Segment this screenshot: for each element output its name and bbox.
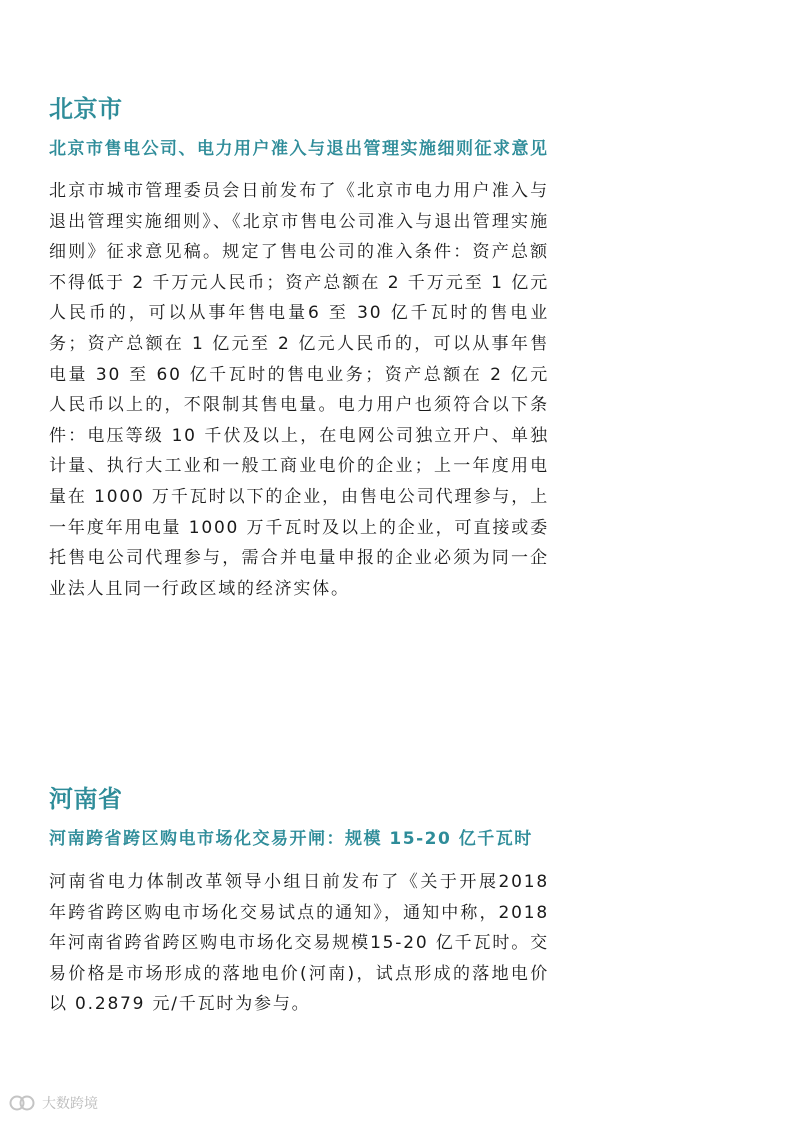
section-henan [49,782,549,1020]
article-title: 北京市售电公司、电力用户准入与退出管理实施细则征求意见 [49,139,549,159]
region-heading: 河南省 [49,785,123,813]
brand-logo-icon [8,1094,38,1112]
region-heading: 北京市 [49,95,123,123]
article-body: 河南省电力体制改革领导小组日前发布了《关于开展2018 年跨省跨区购电市场化交易试点的通知》，通知中称，2018 年河南省跨省跨区购电市场化交易规模15-20 亿千瓦时。交易价格是市场形成的落地电价(河南)，试点形成的落地电价以 0.2879 元/千瓦时为参与。 [49,872,549,1015]
watermark [8,1093,98,1113]
article-body: 北京市城市管理委员会日前发布了《北京市电力用户准入与退出管理实施细则》、《北京市售电公司准入与退出管理实施细则》征求意见稿。规定了售电公司的准入条件：资产总额不得低于 2 千万元人民币；资产总额在 2 千万元至 1 亿元人民币的，可以从事年售电量6 至 30 亿千瓦时的售电业务；资产总额在 1 亿元至 2 亿元人民币的，可以从事年售电量 30 至 60 亿千瓦时的售电业务；资产总额在 2 亿元人民币以上的，不限制其售电量。电力用户也须符合以下条件：电压等级 10 千伏及以上，在电网公司独立开户、单独计量、执行大工业和一般工商业电价的企业；上一年度用电量在 1000 万千瓦时以下的企业，由售电公司代理参与，上一年度年用电量 1000 万千瓦时及以上的企业，可直接或委托售电公司代理参与，需合并电量申报的企业必须为同一企业法人且同一行政区域的经济实体。 [49,181,549,599]
article-title: 河南跨省跨区购电市场化交易开闸：规模 15-20 亿千瓦时 [49,829,533,849]
section-beijing [49,92,549,604]
watermark-text: 大数跨境 [42,1096,98,1112]
